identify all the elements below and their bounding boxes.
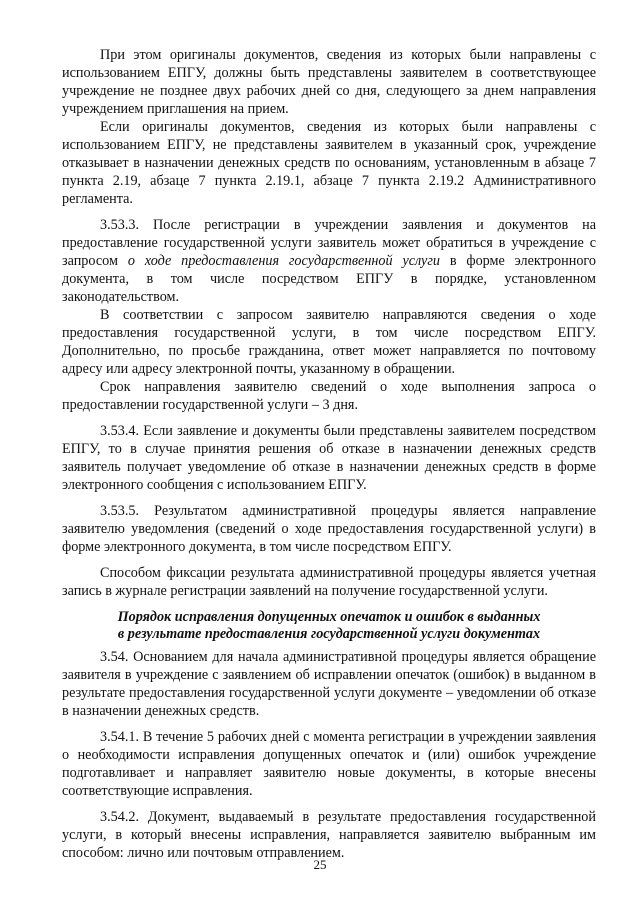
- section-heading-line-1: Порядок исправления допущенных опечаток и ошибок в выданных: [117, 609, 541, 625]
- paragraph-originals-submission: При этом оригиналы документов, сведения из которых были направлены с использованием ЕПГУ, должны быть представлены заявителем в соответствующее учреждение не позднее двух рабочих дней со дня, следующего за днем направления учреждением приглашения на прием.: [62, 47, 596, 117]
- section-heading: [62, 609, 596, 643]
- paragraph-3-54: 3.54. Основанием для начала административной процедуры является обращение заявителя в учреждение с заявлением об исправлении опечаток (ошибок) в выданном в результате предоставления государственной услуги документе – уведомлении об отказе в назначении денежных средств.: [62, 649, 596, 719]
- paragraph-3-53-5: 3.53.5. Результатом административной процедуры является направление заявителю уведомления (сведений о ходе предоставления государственной услуги) в форме электронного документа, в том числе посредством ЕПГУ.: [62, 503, 596, 555]
- paragraph-response-deadline: Срок направления заявителю сведений о ходе выполнения запроса о предоставлении государственной услуги – 3 дня.: [62, 379, 596, 413]
- paragraph-3-53-3: [62, 216, 596, 306]
- document-body: [62, 46, 596, 862]
- section-heading-line-2: в результате предоставления государственной услуги документах: [117, 626, 541, 642]
- paragraph-3-54-1: 3.54.1. В течение 5 рабочих дней с момента регистрации в учреждении заявления о необходимости исправления допущенных опечаток и (или) ошибок учреждение подготавливает и направляет заявителю новые документы, в которые внесены соответствующие исправления.: [62, 729, 596, 799]
- page-number: 25: [313, 857, 327, 872]
- paragraph-result-recording: Способом фиксации результата административной процедуры является учетная запись в журнале регистрации заявлений на получение государственной услуги.: [62, 565, 596, 599]
- paragraph-3-53-4: 3.53.4. Если заявление и документы были представлены заявителем посредством ЕПГУ, то в случае принятия решения об отказе в назначении денежных средств заявитель получает уведомление об отказе в назначении денежных средств в форме электронного сообщения с использованием ЕПГУ.: [62, 423, 596, 493]
- paragraph-3-53-3-italic: о ходе предоставления государственной услуги: [127, 253, 440, 269]
- paragraph-3-53-3-start: 3.53.3. После регистрации в учреждении заявления и документов на предоставление государственной услуги заявитель может обратиться в учреждение с запросом: [62, 217, 596, 269]
- paragraph-3-53-3-end: в форме электронного документа, в том числе посредством ЕПГУ в порядке, установленном законодательством.: [62, 253, 596, 305]
- paragraph-3-54-2: 3.54.2. Документ, выдаваемый в результате предоставления государственной услуги, в который внесены исправления, направляется заявителю выбранным им способом: лично или почтовым отправлением.: [62, 809, 596, 861]
- paragraph-request-response: В соответствии с запросом заявителю направляются сведения о ходе предоставления государственной услуги, в том числе посредством ЕПГУ. Дополнительно, по просьбе гражданина, ответ может направляется по почтовому адресу или адресу электронной почты, указанному в обращении.: [62, 307, 596, 377]
- paragraph-originals-not-submitted: Если оригиналы документов, сведения из которых были направлены с использованием ЕПГУ, не представлены заявителем в указанный срок, учреждение отказывает в назначении денежных средств по основаниям, установленным в абзаце 7 пункта 2.19, абзаце 7 пункта 2.19.1, абзаце 7 пункта 2.19.2 Административного регламента.: [62, 119, 596, 207]
